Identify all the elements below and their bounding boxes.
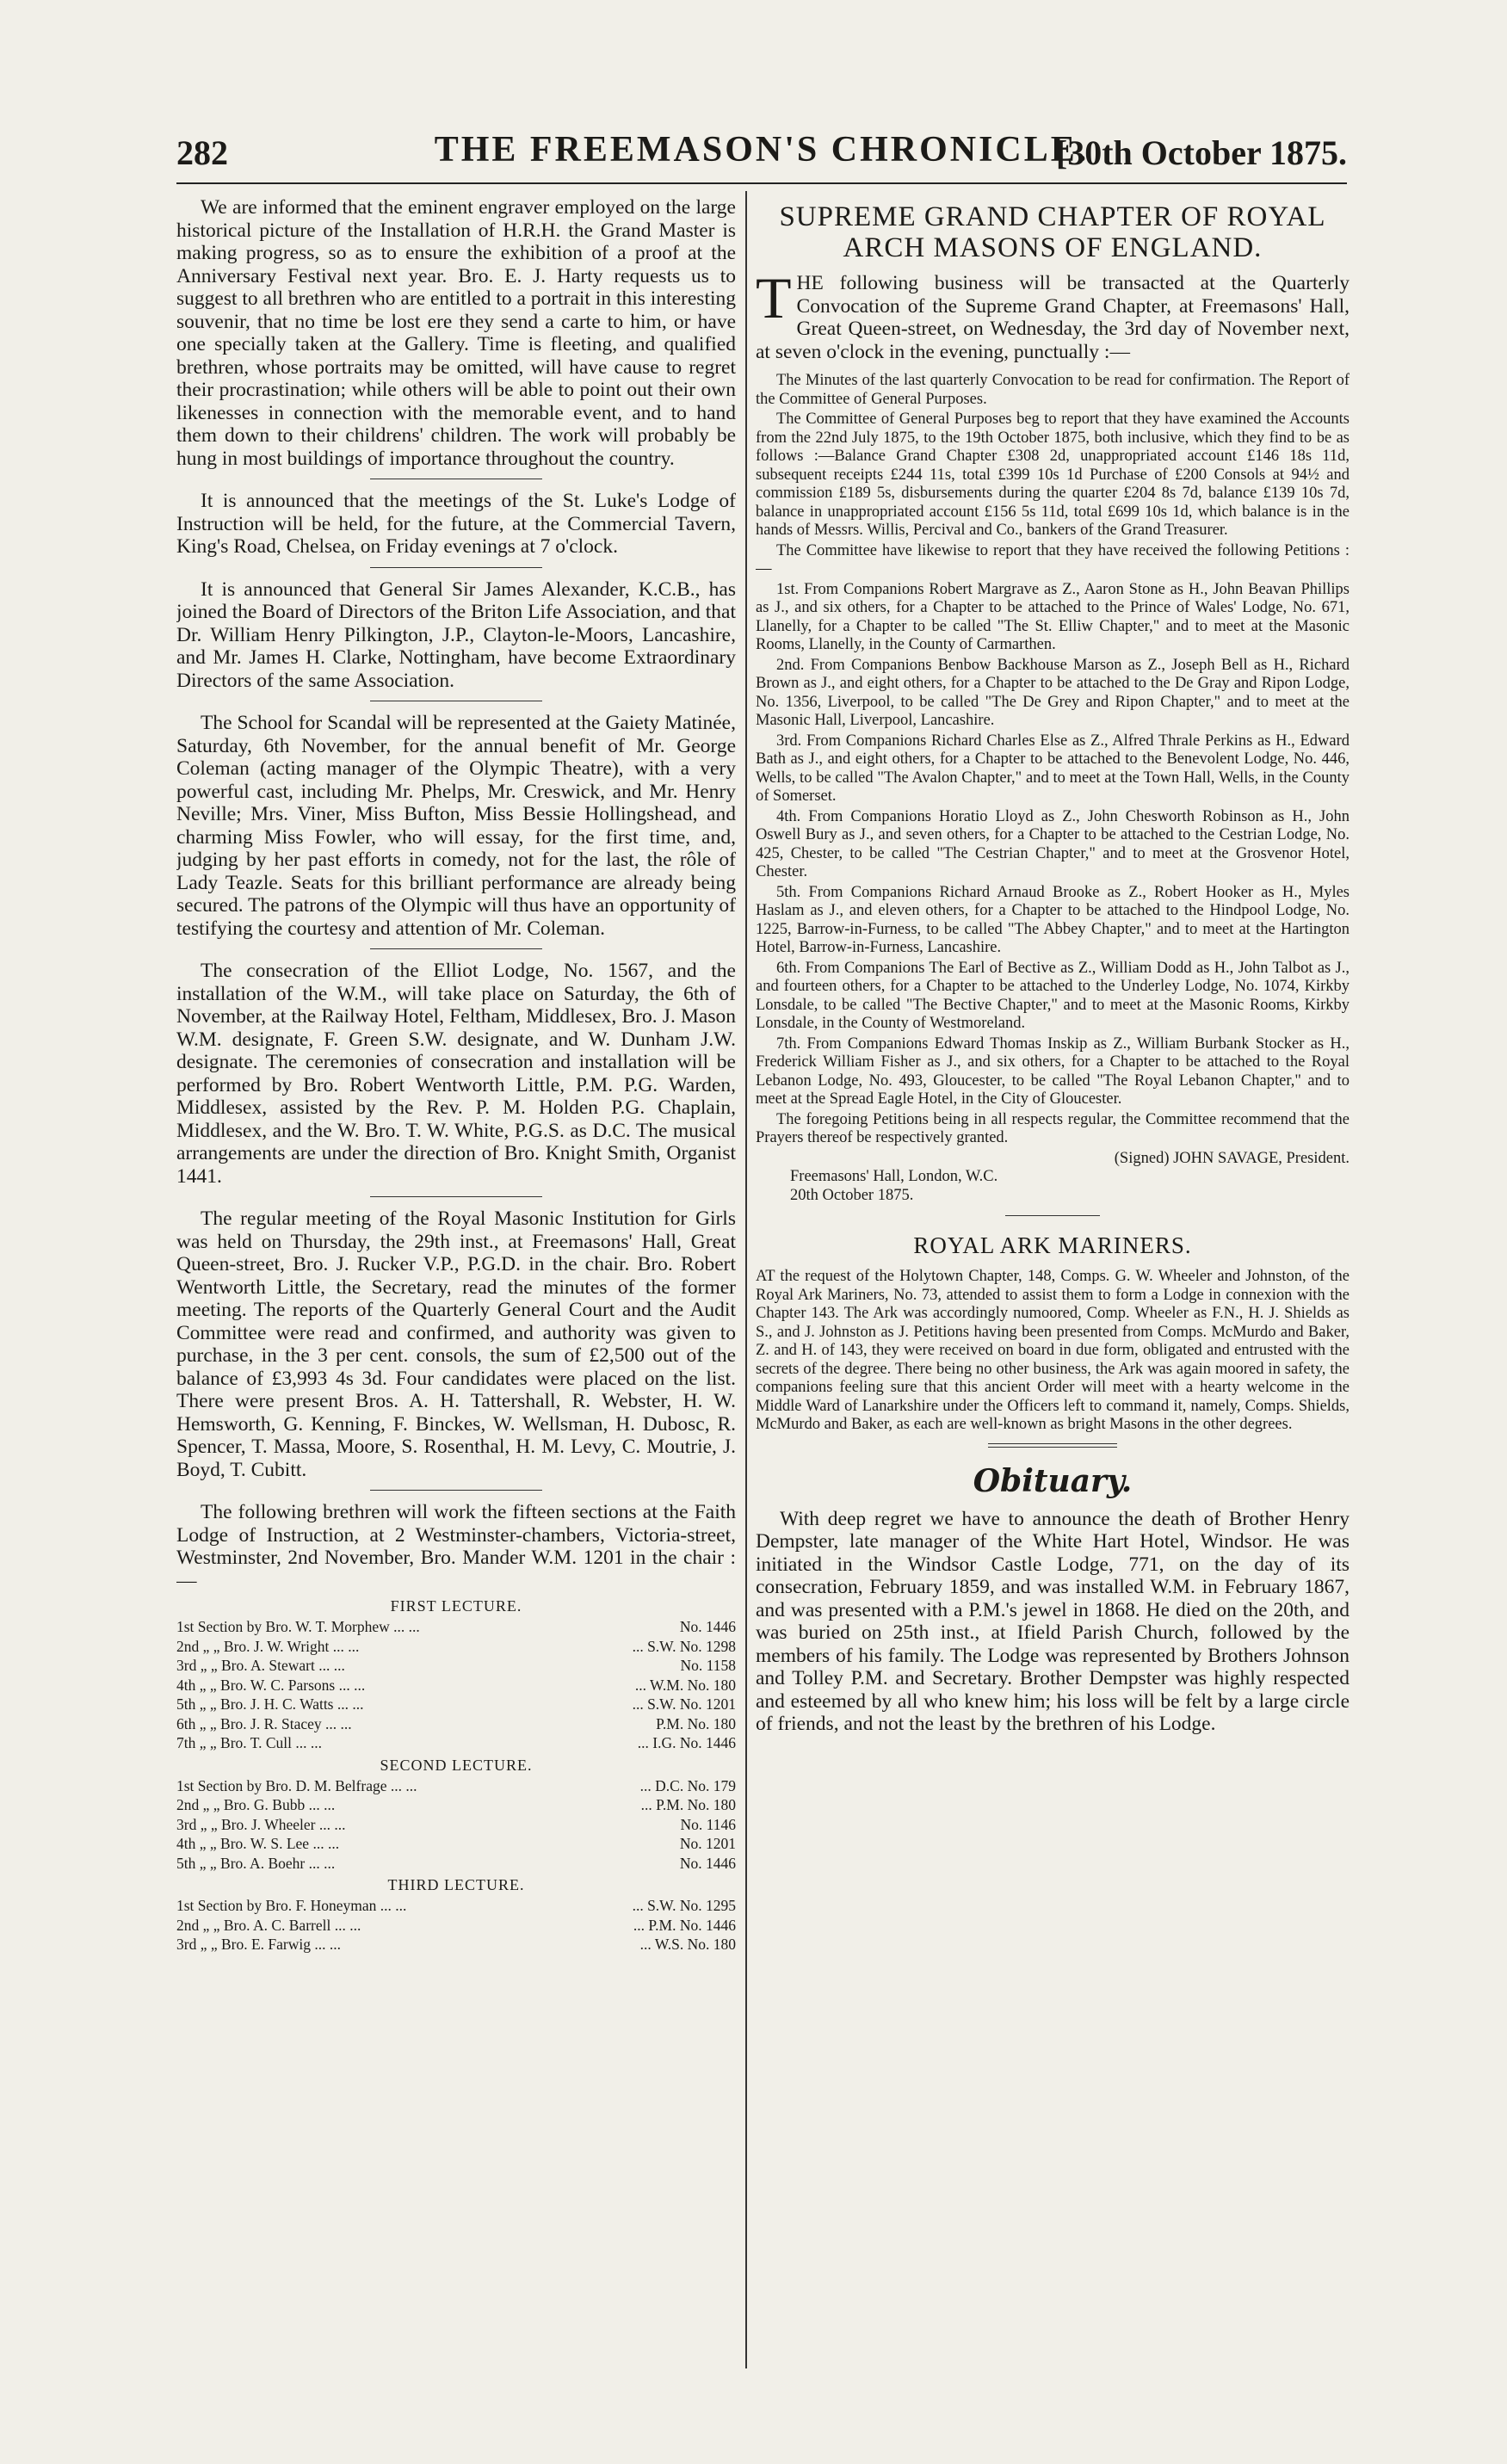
article-elliot-lodge: The consecration of the Elliot Lodge, No. 1567, and the installation of the W.M., will take place on Saturday, the 6th of November, at the Railway Hotel, Feltham, Middlesex, Bro. J. Mason W.M. designate, F. Green S.W. designate, and W. Dunham J.W. designate. The ceremonies of consecration and installation will be performed by Bro. Robert Wentworth Little, P.M. P.G. Warden, Middlesex, assisted by the Rev. P. M. Holden P.G. Chaplain, Middlesex, and the W. Bro. T. W. White, P.G.S. as D.C. The musical arrangements are under the direction of Bro. Knight Smith, Organist 1441. <box>176 960 736 1188</box>
article-briton-life: It is announced that General Sir James Alexander, K.C.B., has joined the Board of Directors of the Briton Life Association, and that Dr. William Henry Pilkington, J.P., Clayton-le-Moors, Lancashire, and Mr. James H. Clarke, Nottingham, have become Extraordinary Directors of the same Association. <box>176 577 736 692</box>
address-line: Freemasons' Hall, London, W.C. <box>790 1168 998 1185</box>
masthead <box>176 129 1347 177</box>
lecture-row: 4th „ „ Bro. W. S. Lee ... ... No. 1201 <box>176 1835 736 1852</box>
lecture-row: 1st Section by Bro. F. Honeyman ... ... ... S.W. No. 1295 <box>176 1897 736 1914</box>
article-school-for-scandal: The School for Scandal will be represented at the Gaiety Matinée, Saturday, 6th November, for the annual benefit of Mr. George Coleman (acting manager of the Olympic Theatre), with a very powerful cast, including Mr. Phelps, Mr. Creswick, and Mr. Henry Neville; Mrs. Viner, Miss Bufton, Miss Bessie Hollingshead, and charming Miss Fowler, who will essay, for the first time, and, judging by her past efforts in comedy, not for the last, the rôle of Lady Teazle. Seats for this brilliant performance are already being secured. The patrons of the Olympic will thus have an opportunity of testifying the courtesy and attention of Mr. Coleman. <box>176 712 736 940</box>
petition-item: 1st. From Companions Robert Margrave as Z., Aaron Stone as H., John Beavan Phillips as J., and six others, for a Chapter to be attached to the Prince of Wales' Lodge, No. 671, Llanelly, for a Chapter to be called "The St. Elliw Chapter," and to meet at the Masonic Rooms, Llanelly, in the County of Carmarthen. <box>756 580 1350 653</box>
ark-text: AT the request of the Holytown Chapter, 148, Comps. G. W. Wheeler and Johnston, of the Royal Ark Mariners, No. 73, attended to assist them to form a Lodge in connexion with the Chapter 143. The Ark was accordingly numoored, Comp. Wheeler as F.N., H. J. Shields as S., and J. Johnston as J. Petitions having been presented from Comps. McMurdo and Baker, Z. and H. of 143, they were received on board in due form, obligated and entrusted with the secrets of the degree. There being no other business, the Ark was again moored in safety, the companions feeling sure that this ancient Order will meet with a hearty welcome in the Middle Ward of Lanarkshire under the Officers left to command it, namely, Comps. Shields, McMurdo and Baker, as each are well-known as bright Masons in the other degrees. <box>756 1268 1350 1433</box>
ark-heading: ROYAL ARK MARINERS. <box>913 1232 1192 1258</box>
lecture-first <box>176 1597 736 1753</box>
article-girls-institution: The regular meeting of the Royal Masonic Institution for Girls was held on Thursday, the 29th inst., at Freemasons' Hall, Great Queen-street, Bro. J. Rucker V.P., P.G.D. in the chair. Bro. Robert Wentworth Little, the Secretary, read the minutes of the former meeting. The reports of the Quarterly General Court and the Audit Committee were read and confirmed, and authority was given to purchase, in the 3 per cent. consols, the sum of £2,500 out of the balance of £3,993 4s 3d. Four candidates were placed on the list. There were present Bros. A. H. Tattershall, R. Webster, H. W. Hemsworth, G. Kenning, F. Binckes, W. Wellsman, H. Dubosc, R. Spencer, T. Massa, Moore, S. Rosenthal, H. M. Levy, C. Moutrie, J. Boyd, T. Cubitt. <box>176 1207 736 1481</box>
petition-item: 4th. From Companions Horatio Lloyd as Z., John Chesworth Robinson as H., John Oswell Bury as J., and seven others, for a Chapter to be attached to the Cestrian Lodge, No. 425, Chester, to be called "The Cestrian Chapter," and to meet at the Grosvenor Hotel, Chester. <box>756 807 1350 880</box>
obituary-title: Obituary. <box>973 1462 1133 1499</box>
petition-item: 3rd. From Companions Richard Charles Else as Z., Alfred Thrale Perkins as H., Edward Bath as J., and eight others, for a Chapter to be attached to the Benevolent Lodge, No. 446, Wells, to be called "The Avalon Chapter," and to meet at the Town Hall, Wells, in the County of Somerset. <box>756 732 1350 805</box>
lecture-row: 2nd „ „ Bro. J. W. Wright ... ... ... S.W. No. 1298 <box>176 1637 736 1655</box>
right-column <box>756 196 1350 2374</box>
article-faith-lodge: The following brethren will work the fifteen sections at the Faith Lodge of Instruction, at 2 Westminster-chambers, Victoria-street, Westminster, 2nd November, Bro. Mander W.M. 1201 in the chair :— <box>176 1501 736 1592</box>
separator <box>370 1196 542 1197</box>
lecture-row: 1st Section by Bro. D. M. Belfrage ... ... ... D.C. No. 179 <box>176 1776 736 1794</box>
masthead-rule <box>176 182 1347 184</box>
lecture-row: 3rd „ „ Bro. E. Farwig ... ... ... W.S. No. 180 <box>176 1936 736 1953</box>
lecture-row: 4th „ „ Bro. W. C. Parsons ... ... ... W.M. No. 180 <box>176 1676 736 1694</box>
obituary-text: With deep regret we have to announce the death of Brother Henry Dempster, late manager of the White Hart Hotel, Windsor. He was initiated in the Windsor Castle Lodge, 771, on the day of its consecration, February 1859, and was installed W.M. in February 1867, and was presented with a P.M.'s jewel in 1868. He died on the 20th, and was buried on 25th inst., at Ifield Parish Church, followed by the members of his family. The Lodge was represented by Brothers Johnson and Tolley P.M. and Secretary. Brother Dempster was highly respected and esteemed by all who knew him; his loss will be felt by a large circle of friends, and not the least by the brethren of his Lodge. <box>756 1507 1350 1735</box>
lecture-third <box>176 1876 736 1955</box>
lecture-row: 3rd „ „ Bro. A. Stewart ... ... No. 1158 <box>176 1657 736 1674</box>
separator <box>1005 1215 1100 1216</box>
page-number: 282 <box>176 133 228 172</box>
lecture-row: 5th „ „ Bro. A. Boehr ... ... No. 1446 <box>176 1854 736 1872</box>
lecture-row: 5th „ „ Bro. J. H. C. Watts ... ... ... S.W. No. 1201 <box>176 1695 736 1713</box>
lecture-row: 2nd „ „ Bro. A. C. Barrell ... ... ... P.M. No. 1446 <box>176 1916 736 1934</box>
lecture-row: 7th „ „ Bro. T. Cull ... ... ... I.G. No. 1446 <box>176 1734 736 1751</box>
separator <box>370 567 542 568</box>
lecture-row: 6th „ „ Bro. J. R. Stacey ... ... P.M. No. 180 <box>176 1714 736 1732</box>
lecture-title: SECOND LECTURE. <box>380 1756 533 1774</box>
separator <box>370 948 542 949</box>
double-rule-separator <box>988 1443 1117 1448</box>
lecture-row: 1st Section by Bro. W. T. Morphew ... ... No. 1446 <box>176 1618 736 1635</box>
lecture-row: 3rd „ „ Bro. J. Wheeler ... ... No. 1146 <box>176 1815 736 1833</box>
chapter-recommendation: The foregoing Petitions being in all respects regular, the Committee recommend that the Prayers thereof be respectively granted. <box>756 1110 1350 1146</box>
chapter-lead-text: HE following business will be transacted at the Quarterly Convocation of the Supreme Grand Chapter, at Freemasons' Hall, Great Queen-street, on Wednesday, the 3rd day of November next, at seven o'clock in the evening, punctually :— <box>756 272 1350 363</box>
newspaper-title: THE FREEMASON'S CHRONICLE. <box>434 130 1090 170</box>
chapter-minutes: The Minutes of the last quarterly Convocation to be read for confirmation. The Report of the Committee of General Purposes. <box>756 372 1350 408</box>
lecture-title: THIRD LECTURE. <box>387 1876 525 1893</box>
petition-item: 7th. From Companions Edward Thomas Inskip as Z., William Burbank Stocker as H., Frederick William Fisher as J., and six others, for a Chapter to be attached to the Royal Lebanon Lodge, No. 493, Gloucester, to be called "The Royal Lebanon Chapter," and to meet at the Spread Eagle Hotel, in the City of Gloucester. <box>756 1034 1350 1108</box>
signature-line: (Signed) JOHN SAVAGE, President. <box>1114 1149 1350 1167</box>
chapter-accounts: The Committee of General Purposes beg to report that they have examined the Accounts from the 22nd July 1875, to the 19th October 1875, both inclusive, which they find to be as follows :—Balance Grand Chapter £308 2d, unappropriated account £146 18s 11d, subsequent receipts £244 11s, total £399 10s 1d Purchase of £200 Consols at 94½ and commission £189 5s, disbursements during the quarter £204 8s 7d, balance £139 10s 7d, balance in unappropriated account £156 5s 11d, total £699 10s 1d, which balance is in the hands of Messrs. Willis, Percival and Co., bankers of the Grand Treasurer. <box>756 411 1350 539</box>
chapter-petitions-intro: The Committee have likewise to report that they have received the following Petitions :— <box>756 541 1350 577</box>
chapter-heading: SUPREME GRAND CHAPTER OF ROYAL ARCH MASONS OF ENGLAND. <box>779 201 1326 263</box>
petition-item: 5th. From Companions Richard Arnaud Brooke as Z., Robert Hooker as H., Myles Haslam as J., and eleven others, for a Chapter to be attached to the Hindpool Lodge, No. 1225, Barrow-in-Furness, to be called "The Abbey Chapter," and to meet at the Hartington Hotel, Barrow-in-Furness, Lancashire. <box>756 883 1350 956</box>
lecture-row: 2nd „ „ Bro. G. Bubb ... ... ... P.M. No. 180 <box>176 1796 736 1813</box>
drop-cap: T <box>756 265 792 330</box>
column-divider <box>745 191 747 2368</box>
separator <box>370 1490 542 1491</box>
chapter-lead <box>756 265 1350 363</box>
article-engraving: We are informed that the eminent engraver employed on the large historical picture of the Installation of H.R.H. the Grand Master is making progress, so as to ensure the exhibition of a proof at the Anniversary Festival next year. Bro. E. J. Harty requests us to suggest to all brethren who are entitled to a portrait in this interesting souvenir, that no time be lost ere they send a carte to him, or have one specially taken at the Gallery. Time is fleeting, and qualified brethren, whose portraits may be omitted, will have cause to regret their procrastination; while others will be able to point out their own likenesses in connection with the memorable event, and to hand them down to their childrens' children. The work will probably be hung in most buildings of importance throughout the country. <box>176 196 736 470</box>
lecture-title: FIRST LECTURE. <box>390 1597 522 1615</box>
article-st-lukes: It is announced that the meetings of the St. Luke's Lodge of Instruction will be held, for the future, at the Commercial Tavern, King's Road, Chelsea, on Friday evenings at 7 o'clock. <box>176 490 736 558</box>
lecture-second <box>176 1757 736 1874</box>
issue-date: [30th October 1875. <box>1055 133 1347 172</box>
left-column <box>176 196 736 2374</box>
petition-item: 2nd. From Companions Benbow Backhouse Marson as Z., Joseph Bell as H., Richard Brown as J., and eight others, for a Chapter to be attached to the De Gray and Ripon Lodge, No. 1356, Liverpool, to be called "The De Grey and Ripon Chapter," and to meet at the Masonic Hall, Liverpool, Lancashire. <box>756 656 1350 729</box>
dateline: 20th October 1875. <box>790 1186 914 1204</box>
petition-item: 6th. From Companions The Earl of Bective as Z., William Dodd as H., John Talbot as J., and fourteen others, for a Chapter to be attached to the Underley Lodge, No. 1074, Kirkby Lonsdale, to be called "The Bective Chapter," and to meet at the Masonic Rooms, Kirkby Lonsdale, in the County of Westmoreland. <box>756 959 1350 1032</box>
